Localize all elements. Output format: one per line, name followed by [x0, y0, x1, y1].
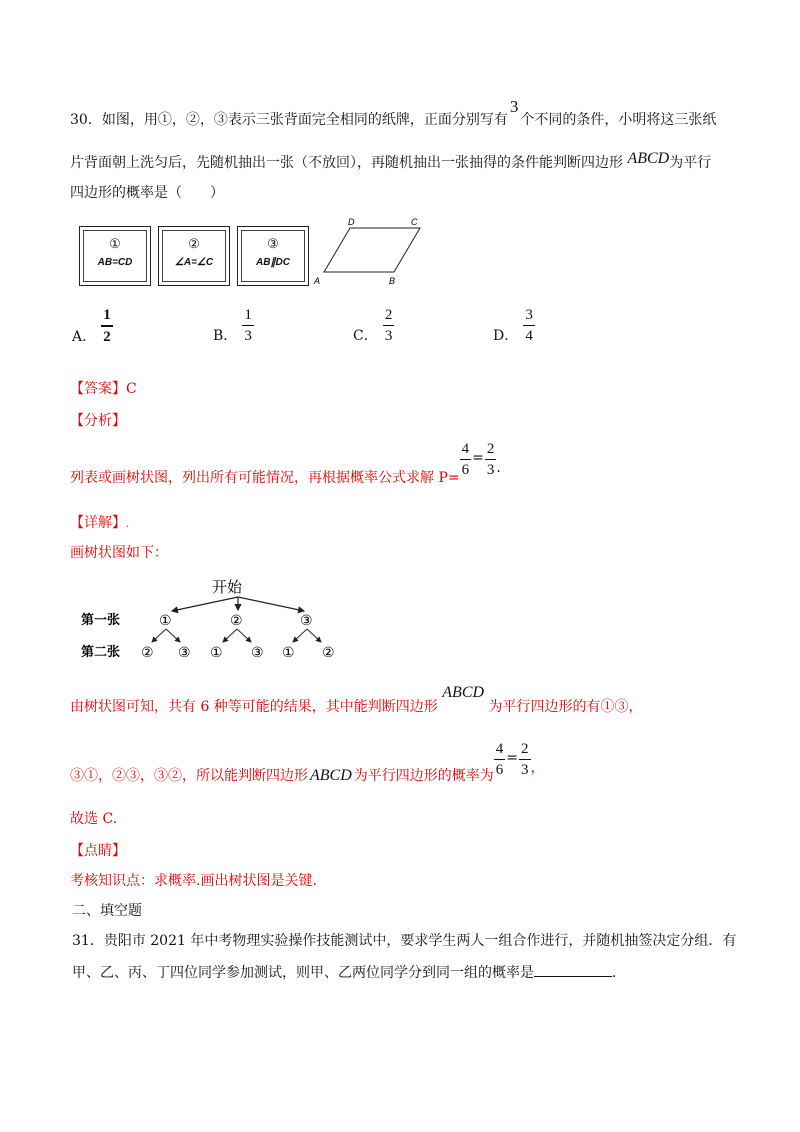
q31-line-2-end: ． — [612, 965, 626, 981]
card-1-number: ① — [109, 237, 121, 252]
option-d-fraction — [523, 306, 535, 345]
tree-edge-2-2 — [237, 629, 251, 642]
detail-line-2-text-a: ③①，②③，③②，所以能判断四边形 — [70, 767, 308, 784]
tree-diagram — [70, 572, 360, 666]
option-d-label: D． — [493, 328, 519, 344]
tree-row-2-label: 第二张 — [81, 645, 121, 660]
detail-tag-line — [70, 514, 129, 534]
detail-line-1-text-a: 由树状图可知，共有 6 种等可能的结果，其中能判断四边形 — [70, 699, 438, 715]
option-a-fraction — [101, 306, 113, 346]
tree-start-label: 开始 — [212, 579, 243, 596]
detail-equals: = — [506, 749, 519, 766]
parallelogram-shape — [324, 228, 420, 272]
analysis-tag: 【分析】 — [70, 413, 126, 429]
card-1 — [79, 226, 151, 286]
tree-edge-3-2 — [307, 629, 321, 642]
analysis-text: 列表或画树状图，列出所有可能情况，再根据概率公式求解 P= — [70, 469, 460, 486]
q30-line-1 — [70, 97, 717, 129]
detail-line-2-quadrilateral: ABCD — [310, 766, 352, 784]
answer-tag: 【答案】 — [70, 381, 126, 397]
detail-line-1 — [70, 684, 643, 715]
analysis-fraction-1-den: 6 — [461, 462, 470, 478]
section-2-title: 二、填空题 — [72, 903, 142, 919]
q31-line-2 — [72, 964, 626, 982]
tree-level2-node-1: ② — [141, 645, 154, 661]
detail-fraction-2-num: 2 — [519, 740, 531, 760]
answer-line — [70, 380, 137, 398]
vertex-d-label: D — [348, 217, 355, 227]
card-2-condition: ∠A=∠C — [174, 257, 214, 268]
detail-fraction-1-den: 6 — [495, 762, 504, 778]
tree-edge-start-1 — [172, 597, 238, 611]
card-2 — [158, 226, 230, 286]
detail-line-1-text-b: 为平行四边形的有①③， — [488, 699, 643, 715]
tree-edge-start-3 — [238, 597, 304, 611]
option-b-denominator: 3 — [244, 328, 252, 344]
tree-level2-node-6: ② — [322, 645, 335, 661]
parallelogram-figure — [312, 214, 422, 290]
analysis-end: . — [496, 459, 501, 476]
detail-mark: . — [126, 519, 130, 530]
q30-condition-count: 3 — [509, 97, 519, 116]
detail-fraction-2-den: 3 — [521, 762, 529, 778]
analysis-equals: = — [472, 449, 484, 466]
analysis-fraction-2-den: 3 — [486, 462, 495, 478]
q30-line-2-text: 片背面朝上洗匀后，先随机抽出一张（不放回），再随机抽出一张抽得的条件能判断四边形 — [70, 155, 623, 171]
analysis-fraction-2 — [485, 440, 497, 479]
card-3-number: ③ — [267, 237, 279, 252]
option-a — [72, 306, 113, 346]
detail-conclusion: 故选 C. — [70, 811, 118, 827]
tree-edge-2-1 — [223, 629, 237, 642]
option-c-fraction — [383, 306, 395, 345]
card-2-number: ② — [188, 237, 200, 252]
card-3 — [237, 226, 309, 286]
detail-fraction-1-num: 4 — [494, 740, 506, 760]
option-b-fraction — [242, 306, 254, 345]
tree-level1-node-2: ② — [230, 613, 243, 629]
detail-line-2-text-b: 为平行四边形的概率为 — [353, 767, 494, 784]
option-a-numerator: 1 — [101, 306, 113, 327]
option-a-label: A． — [72, 328, 97, 345]
answer-value: C — [126, 381, 137, 397]
q31-answer-blank[interactable] — [534, 976, 612, 977]
detail-tag: 【详解】 — [70, 515, 126, 531]
tree-level2-node-2: ③ — [178, 645, 191, 661]
vertex-b-label: B — [389, 276, 396, 286]
tree-edge-3-1 — [293, 629, 307, 642]
q31-line-2-text: 甲、乙、丙、丁四位同学参加测试，则甲、乙两位同学分到同一组的概率是 — [72, 965, 534, 981]
tree-level2-node-5: ① — [282, 645, 295, 661]
detail-fraction-1 — [494, 740, 506, 779]
option-d-numerator: 3 — [523, 306, 535, 326]
tree-edge-1-1 — [152, 629, 166, 642]
tree-level1-node-3: ③ — [300, 613, 313, 629]
vertex-c-label: C — [411, 217, 418, 227]
detail-line-1-quadrilateral: ABCD — [442, 684, 485, 701]
detail-line-2 — [70, 740, 545, 784]
detail-fraction-2 — [519, 740, 531, 779]
analysis-fraction-2-num: 2 — [485, 440, 497, 460]
tree-level2-node-4: ③ — [251, 645, 264, 661]
q30-line-1-text-b: 个不同的条件，小明将这三张纸 — [520, 112, 717, 128]
option-c-label: C． — [353, 328, 378, 344]
analysis-fraction-1 — [460, 440, 472, 479]
comment-tag: 【点睛】 — [70, 843, 126, 859]
option-b-numerator: 1 — [242, 306, 254, 326]
q30-line-3: 四边形的概率是（ ） — [70, 185, 224, 201]
card-1-condition: AB=CD — [97, 257, 133, 268]
comment-text: 考核知识点：求概率.画出树状图是关键. — [70, 873, 317, 889]
vertex-a-label: A — [314, 276, 321, 286]
q30-line-2-end: 为平行 — [669, 155, 712, 171]
detail-intro: 画树状图如下： — [70, 545, 168, 561]
tree-level2-node-3: ① — [210, 645, 223, 661]
detail-line-2-end: ， — [530, 759, 545, 776]
option-c — [353, 306, 394, 345]
q31-line-1: 31．贵阳市 2021 年中考物理实验操作技能测试中，要求学生两人一组合作进行，并随机抽签决定分组．有 — [72, 933, 737, 949]
analysis-line — [70, 440, 501, 486]
card-3-condition: AB∥DC — [256, 257, 290, 268]
option-c-numerator: 2 — [383, 306, 395, 326]
tree-level1-node-1: ① — [159, 613, 172, 629]
option-a-denominator: 2 — [103, 329, 111, 345]
option-d — [493, 306, 535, 345]
option-d-denominator: 4 — [525, 328, 533, 344]
q30-line-2 — [70, 150, 712, 172]
option-b-label: B． — [213, 328, 238, 344]
option-b — [213, 306, 254, 345]
option-c-denominator: 3 — [384, 328, 393, 344]
tree-row-1-label: 第一张 — [81, 613, 121, 628]
q30-quadrilateral-label: ABCD — [627, 150, 670, 167]
tree-edge-1-2 — [166, 629, 180, 642]
q30-line-1-text-a: 30．如图，用①，②，③表示三张背面完全相同的纸牌，正面分别写有 — [70, 112, 508, 128]
analysis-fraction-1-num: 4 — [460, 440, 472, 460]
